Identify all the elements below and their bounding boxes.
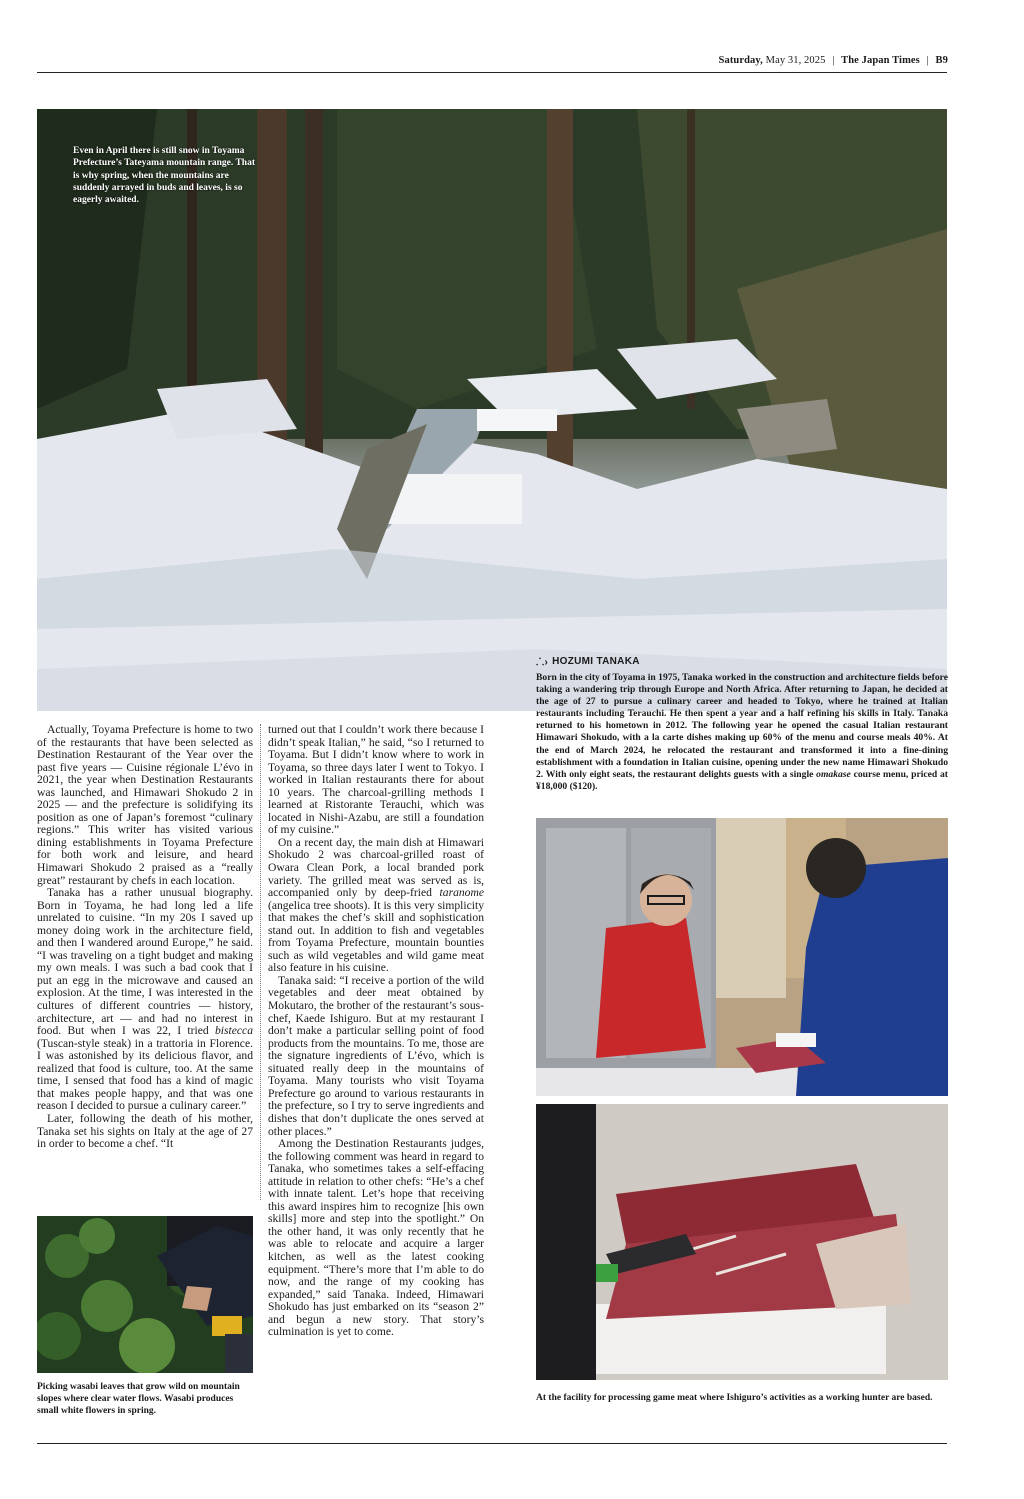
hero-caption: Even in April there is still snow in Toyama Prefecture’s Tateyama mountain range. That is why spring, when the mountains are suddenly arrayed in buds and leaves, is so eagerly awaited.	[73, 146, 255, 206]
bio-text-end: course menu, priced at ¥18,000 ($120).	[536, 768, 948, 792]
masthead-page: B9	[935, 55, 948, 66]
hero-photo-snowy-stream	[37, 109, 947, 711]
paragraph: Tanaka said: “I receive a portion of the wild vegetables and deer meat obtained by Mokutaro, the brother of the restaurant’s sous-chef, Kaede Ishiguro. But at my restaurant I don’t make a particular selling point of food products from the mountains. To me, those are the signature ingredients of L’évo, which is situated really deep in the mountains of Toyama. Many tourists who visit Toyama Prefecture go around to various restaurants in the prefecture, so I try to serve ingredients and dishes that don’t duplicate the ones served at other places.”	[268, 973, 485, 1138]
masthead-paper: The Japan Times	[841, 55, 920, 66]
paragraph: Actually, Toyama Prefecture is home to two of the restaurants that have been selected as Destination Restaurant of the Year over the past five years — Cuisine régionale L’évo in 2021, the year when Destination Restaurants was launched, and Himawari Shokudo 2 in 2025 — and the prefecture is solidifying its position as one of Japan’s foremost “culinary regions.” This writer has visited various dining establishments in Toyama Prefecture for both work and leisure, and heard Himawari Shokudo 2 praised as a “really great” restaurant by chefs in each location.	[37, 723, 253, 887]
meat-caption: At the facility for processing game meat where Ishiguro’s activities as a working hunter are based.	[536, 1393, 933, 1403]
meat-illustration	[536, 1104, 948, 1380]
bio-text-italic: omakase	[816, 768, 851, 780]
paragraph: Among the Destination Restaurants judges, the following comment was heard in regard to Tanaka, who sometimes takes a self-effacing attitude in relation to other chefs: “He’s a chef with innate talent. Let’s hope that receiving this award inspires him to recognize [his own skills] more and step into the spotlight.” On the other hand, it was only recently that he was able to relocate and acquire a larger kitchen, as well as the latest cooking equipment. “There’s more that I’m able to do now, and the range of my cooking has expanded,” said Tanaka. Indeed, Himawari Shokudo has just embarked on its “season 2” and begun a new story. That story’s culmination is yet to come.	[268, 1137, 484, 1339]
bio-name: HOZUMI TANAKA	[552, 655, 640, 667]
chefs-illustration	[536, 818, 948, 1096]
chef-bio	[536, 654, 948, 793]
paragraph: turned out that I couldn’t work there because I didn’t speak Italian,” he said, “so I returned to Toyama. But I didn’t know where to work in Toyama, so three days later I went to Tokyo. I worked in Italian restaurants there for about 10 years. The charcoal-grilling methods I learned at Ristorante Terauchi, which was located in Nishi-Azabu, are still a foundation of my cuisine.”	[268, 723, 484, 837]
wasabi-illustration	[37, 1216, 253, 1373]
masthead	[719, 55, 948, 66]
paragraph-part: On a recent day, the main dish at Himawari Shokudo 2 was charcoal-grilled roast of Owara Clean Pork, a local branded pork variety. The grilled meat was served as is, accompanied only by deep-fried	[268, 835, 484, 900]
paragraph-italic: bistecca	[215, 1024, 253, 1038]
game-meat-processing-photo	[536, 1104, 948, 1380]
masthead-day: Saturday,	[718, 55, 763, 66]
paragraph	[268, 837, 484, 975]
top-rule	[37, 72, 947, 73]
paragraph	[37, 887, 253, 1113]
bottom-rule	[37, 1443, 947, 1444]
masthead-date: May 31, 2025	[765, 55, 826, 66]
column-divider	[260, 724, 261, 1200]
paragraph-italic: taranome	[439, 886, 484, 900]
paragraph-part: (angelica tree shoots). It is this very simplicity that makes the chef’s skill and sophistication stand out. In addition to fish and vegetables from Toyama Prefecture, mountain bounties such as wild vegetables and wild game meat also feature in his cuisine.	[268, 898, 484, 975]
wasabi-caption: Picking wasabi leaves that grow wild on mountain slopes where clear water flows. Wasabi produces small white flowers in spring.	[37, 1382, 240, 1416]
article-column-2	[268, 724, 484, 1339]
bio-heading	[536, 654, 948, 668]
wasabi-picking-photo	[37, 1216, 253, 1373]
paragraph: Later, following the death of his mother, Tanaka set his sights on Italy at the age of 27 in order to become a chef. “It	[37, 1111, 253, 1151]
bio-text-part: Born in the city of Toyama in 1975, Tanaka worked in the construction and architecture fields before taking a wandering trip through Europe and North Africa. After returning to Japan, he decided at the age of 27 to pursue a culinary career and headed to Tokyo, where he trained at Italian restaurants including Terauchi. He then spent a year and a half refining his skills in Italy. Tanaka returned to his hometown in 2012. The following year he opened the casual Italian restaurant Himawari Shokudo, with a la carte dishes making up 60% of the menu and course meals 40%. At the end of March 2024, he relocated the restaurant and transformed it into a fine-dining establishment with a foundation in Italian cuisine, opening under the new name Himawari Shokudo 2. With only eight seats, the restaurant delights guests with a single	[536, 672, 948, 780]
masthead-separator: |	[832, 55, 835, 66]
masthead-separator-2: |	[926, 55, 929, 66]
paragraph-part: Tanaka has a rather unusual biography. Born in Toyama, he had long led a life unrelated to cuisine. “In my 20s I saved up money doing work in the architecture field, and then I wandered around Europe,” he said. “I was traveling on a tight budget and making my own meals. I was such a bad cook that I put an egg in the microwave and caused an explosion. At the time, I was interested in the cultures of different countries — history, architecture, art — and had no interest in food. But when I was 22, I tried	[37, 886, 253, 1038]
paragraph-part: (Tuscan-style steak) in a trattoria in Florence. I was astonished by its delicious flavor, and realized that food is culture, too. At the same time, I sensed that food has a kind of magic that makes people happy, and that was one reason I decided to pursue a culinary career.”	[37, 1036, 253, 1113]
article-column-1	[37, 724, 253, 1151]
chefs-in-kitchen-photo	[536, 818, 948, 1096]
arrow-icon: ⸫›	[536, 657, 549, 668]
bio-text	[536, 672, 948, 793]
